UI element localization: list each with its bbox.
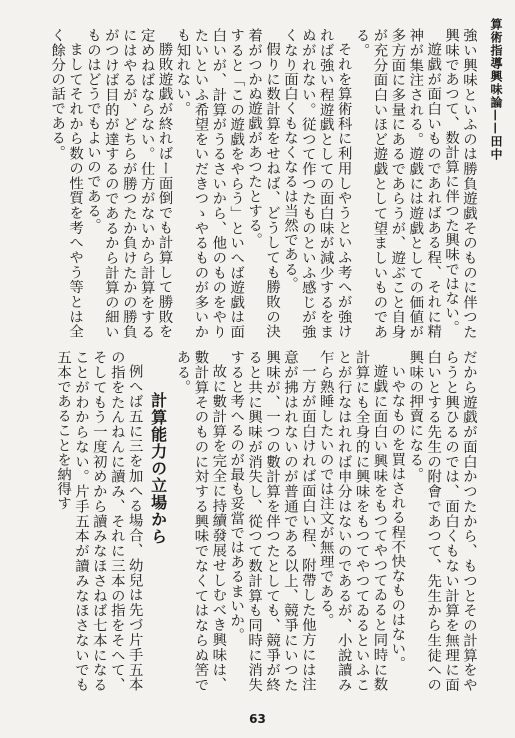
paragraph: 遊戯に面白い興味をもつてやつてゐると同時に数計算にも全身的に興味をもつてやつてゐるといふことが行なはれれば申分はないのであるが、小說讀み乍ら熟睡したいのでは注文が無理である。 [317,350,388,692]
page-number: 63 [249,712,266,726]
paragraph: 一方が面白ければ面白い程、附帶した他方には注意が拂はれないのが普通である以上、競爭にいつた興味が、一つの數計算を伴つたとしても、競爭が終ると共に興味が消失し、從つて数計算も同時に消失すると考へるのが最も妥當ではあるまいか。 [228,350,316,692]
lower-text-block [31,350,477,692]
paragraph: 遊戯が面白いものであればある程、それに精神が集注される。遊戯には遊戯としての価値が多方面に多量にあるであらうが、遊ぶこと自身が充分面白いほど遊戯として望ましいものである。 [353,28,442,339]
paragraph: だから遊戯が面白かつたから、もつとその計算をやらうと興ひるのでは、面白くもない計算を無理に面白いとする先生の附會であつて、先生から生徒への興味の押賣になる。 [407,350,477,692]
running-header: 算術指導興味論——田中 [489,18,503,161]
paragraph: 故に數計算を完全に持續發展せしむべき興味は、數計算そのものに対する興味でなくてはならぬ筈である。 [174,350,227,692]
paragraph: それを算術科に利用しやうといふ考へが強ければ強い程遊戯としての面白味が減少するをまぬがれない。従つて作つたものといふ感じが強くなり面白くもなくなるは当然である。 [281,28,352,339]
paragraph: いやなものを買はされる程不快なものはない。 [389,364,406,671]
paragraph: 強い興味といふのは勝負遊戯そのものに伴つた興味であつて、数計算に伴つた興味ではない。 [443,28,477,339]
paragraph: 假りに数計算をせねば、どうしても勝敗の決着がつかぬ遊戯があつたとする。 [246,28,281,339]
paragraph: 勝敗遊戯が終ればー面倒でも計算して勝敗を定めねばならない。仕方がないから計算をするにはやるが、どちらが勝つたか負けたかの勝負がつけば目的が達するのであるから計算の細いものはどうでもよいのである。 [84,28,173,339]
upper-text-block [31,28,477,339]
paragraph: 例へば五に三を加へる場合、幼兒は先づ片手五本の指をたんねんに讀み、それに三本の指をそへて、そしてもう一度初めから讀みなほさねば七本になることがわからない。片手五本が讀みなほさないでも五本であることを納得す [55,350,143,692]
section-heading: 計算能力の立場から [148,392,168,545]
paragraph: すると「この遊戯をやらう」といへば遊戯は面白いが、計算がうるさいから、他のものをやりたいといふ希望をいだきつゝやるものが多いかも知れない。 [174,28,245,339]
paragraph: ましてそれから数の性質を考へやう等とは全く餘分の話である。 [49,28,84,339]
